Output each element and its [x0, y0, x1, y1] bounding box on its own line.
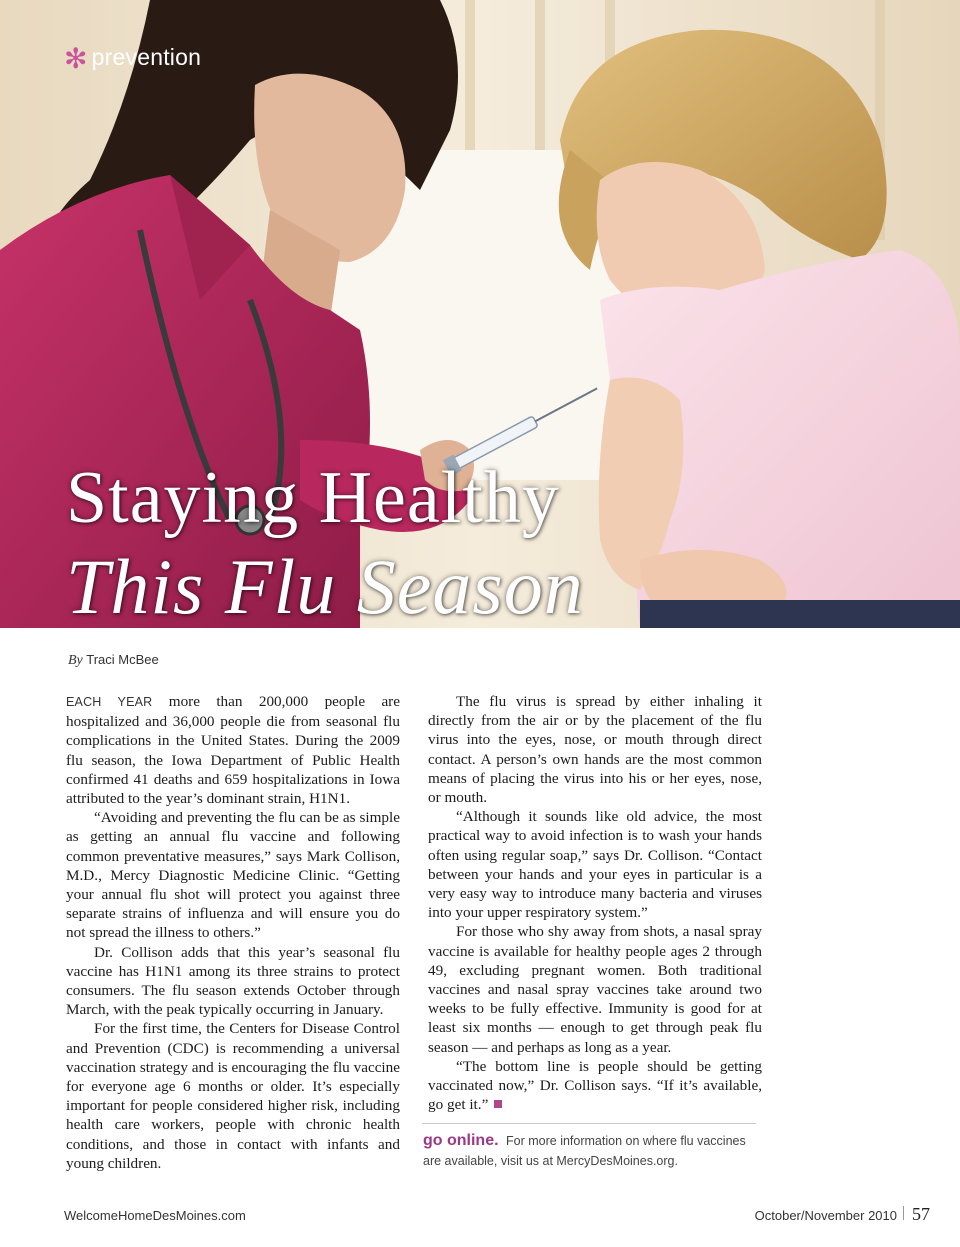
divider [422, 1123, 756, 1124]
asterisk-icon: ✻ [64, 43, 88, 74]
footer-issue: October/November 2010 [754, 1208, 897, 1223]
paragraph-last [428, 1057, 762, 1115]
paragraph-text: “The bottom line is people should be getting vaccinated now,” Dr. Collison says. “If it’s available, go get it.” [428, 1057, 762, 1114]
paragraph: “Avoiding and preventing the flu can be as simple as getting an annual flu vaccine and following common preventative measures,” says Mark Collison, M.D., Mercy Diagnostic Medicine Clinic. “Getting your annual flu shot will protect you against three separate strains of influenza and will ensure you do not spread the illness to others.” [66, 809, 400, 942]
section-label: prevention [91, 44, 202, 70]
byline [68, 652, 159, 669]
page-number: 57 [912, 1204, 930, 1224]
headline-line-2: This Flu Season [66, 543, 584, 628]
go-online-keyword: go online. [423, 1132, 499, 1149]
go-online-note [423, 1131, 763, 1171]
paragraph: The flu virus is spread by either inhaling it directly from the air or by the placement of the flu virus into the eyes, nose, or mouth through direct contact. A person’s own hands are the most common means of placing the virus into his or her eyes, nose, or mouth. [428, 693, 762, 807]
paragraph [66, 692, 400, 808]
go-online-text[interactable]: For more information on where flu vaccines are available, visit us at MercyDesMoines.org. [423, 1134, 746, 1168]
paragraph: For those who shy away from shots, a nasal spray vaccine is available for healthy people ages 2 through 49, excluding pregnant women. Both traditional vaccines and nasal spray vaccines take around two weeks to be fully effective. Immunity is good for at least six months — enough to get through peak flu season — and perhaps as long as a year. [428, 923, 762, 1056]
lead-caps: EACH YEAR [66, 695, 153, 709]
paragraph: “Although it sounds like old advice, the most practical way to avoid infection is to wash your hands often using regular soap,” says Dr. Collison. “Contact between your hands and your eyes in particular is a very easy way to introduce many bacteria and viruses into your upper respiratory system.” [428, 808, 762, 922]
article-headline [66, 452, 926, 628]
paragraph: For the first time, the Centers for Disease Control and Prevention (CDC) is recommending a universal vaccination strategy and is encouraging the flu vaccine for everyone age 6 months or older. It’s especially important for people considered higher risk, including health care workers, people with chronic health conditions, and those in contact with infants and young children. [66, 1020, 400, 1172]
headline-line-1: Staying Healthy [66, 457, 560, 539]
section-tag [64, 42, 201, 75]
byline-author: Traci McBee [86, 652, 159, 667]
folio-separator [903, 1206, 904, 1220]
paragraph-text: more than 200,000 people are hospitalized and 36,000 people die from seasonal flu complications in the United States. During the 2009 flu season, the Iowa Department of Public Health confirmed 41 deaths and 659 hospitalizations in Iowa attributed to the year’s dominant strain, H1N1. [66, 693, 400, 808]
paragraph: Dr. Collison adds that this year’s seasonal flu vaccine has H1N1 among its three strains to protect consumers. The flu season extends October through March, with the peak typically occurring in January. [66, 943, 400, 1019]
article-column-left [66, 692, 400, 1173]
footer-website[interactable]: WelcomeHomeDesMoines.com [64, 1208, 246, 1223]
byline-by: By [68, 653, 83, 668]
footer-folio [755, 1204, 930, 1225]
end-mark-icon [494, 1100, 502, 1108]
article-column-right [428, 692, 762, 1114]
